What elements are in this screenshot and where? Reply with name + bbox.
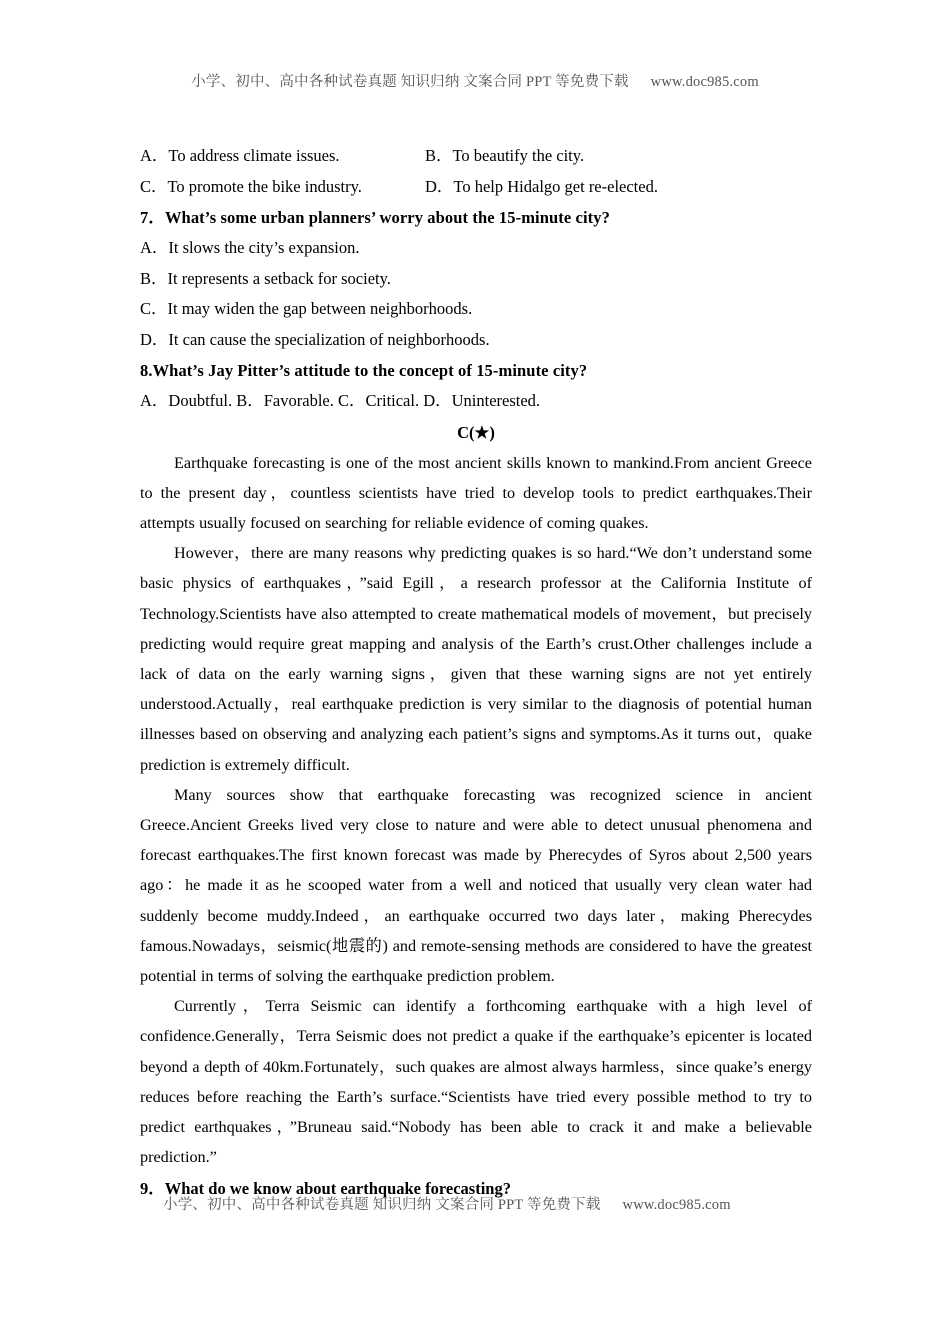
section-label-c: C(★)	[457, 422, 495, 442]
header-watermark	[0, 70, 950, 91]
footer-watermark-url: www.doc985.com	[622, 1197, 731, 1213]
question-7-stem: 7．What’s some urban planners’ worry about the 15-minute city?	[140, 208, 610, 227]
footer-watermark-text: 小学、初中、高中各种试卷真题 知识归纳 文案合同 PPT 等免费下载	[163, 1197, 601, 1213]
document-content	[140, 140, 812, 1203]
question-9-stem: 9．What do we know about earthquake forecasting?	[140, 1179, 511, 1199]
option-d[interactable]: D．To help Hidalgo get re-elected.	[425, 177, 658, 196]
passage-paragraph-1: Earthquake forecasting is one of the most ancient skills known to mankind.From ancient Greece to the present day，countless scientists have tried to develop tools to predict earthquakes.Their attempts usually focused on searching for reliable evidence of coming quakes.	[140, 453, 812, 532]
footer-watermark	[0, 1193, 950, 1214]
question-8-stem: 8.What’s Jay Pitter’s attitude to the concept of 15-minute city?	[140, 361, 588, 380]
option-c[interactable]: C．To promote the bike industry.	[140, 177, 362, 196]
question-6-options-row-2	[140, 171, 812, 202]
question-8-options[interactable]: A．Doubtful. B．Favorable. C．Critical. D．Uninterested.	[140, 391, 541, 410]
question-7-option-b[interactable]: B．It represents a setback for society.	[140, 268, 391, 288]
option-b[interactable]: B．To beautify the city.	[425, 146, 585, 165]
passage-paragraph-2: However，there are many reasons why predicting quakes is so hard.“We don’t understand some basic physics of earthquakes，”said Egill，a research professor at the California Institute of Technology.Scientists have also attempted to create mathematical models of movement，but precisely predicting would require great mapping and analysis of the Earth’s crust.Other challenges include a lack of data on the early warning signs，given that these warning signs are not yet entirely understood.Actually，real earthquake prediction is very similar to the diagnosis of potential human illnesses based on observing and analyzing each patient’s signs and symptoms.As it turns out，quake prediction is extremely difficult.	[140, 544, 812, 774]
question-6-options-row-1	[140, 140, 812, 171]
passage-paragraph-4: Currently，Terra Seismic can identify a forthcoming earthquake with a high level of confidence.Generally，Terra Seismic does not predict a quake if the earthquake’s epicenter is located beyond a depth of 40km.Fortunately，such quakes are almost always harmless，since quake’s energy reduces before reaching the Earth’s surface.“Scientists have tried every possible method to try to predict earthquakes，”Bruneau said.“Nobody has been able to crack it and make a believable prediction.”	[140, 997, 812, 1167]
question-7-option-c[interactable]: C．It may widen the gap between neighborhoods.	[140, 299, 473, 318]
question-7-option-a[interactable]: A．It slows the city’s expansion.	[140, 238, 360, 257]
header-watermark-text: 小学、初中、高中各种试卷真题 知识归纳 文案合同 PPT 等免费下载	[191, 74, 629, 90]
header-watermark-url: www.doc985.com	[650, 74, 759, 90]
passage-paragraph-3: Many sources show that earthquake forecasting was recognized science in ancient Greece.Ancient Greeks lived very close to nature and were able to detect unusual phenomena and forecast earthquakes.The first known forecast was made by Pherecydes of Syros about 2,500 years ago：he made it as he scooped water from a well and noticed that usually very clean water had suddenly become muddy.Indeed，an earthquake occurred two days later，making Pherecydes famous.Nowadays，seismic(地震的) and remote-sensing methods are considered to have the greatest potential in terms of solving the earthquake prediction problem.	[140, 785, 812, 985]
option-a[interactable]: A．To address climate issues.	[140, 146, 340, 165]
question-7-option-d[interactable]: D．It can cause the specialization of neighborhoods.	[140, 329, 490, 349]
